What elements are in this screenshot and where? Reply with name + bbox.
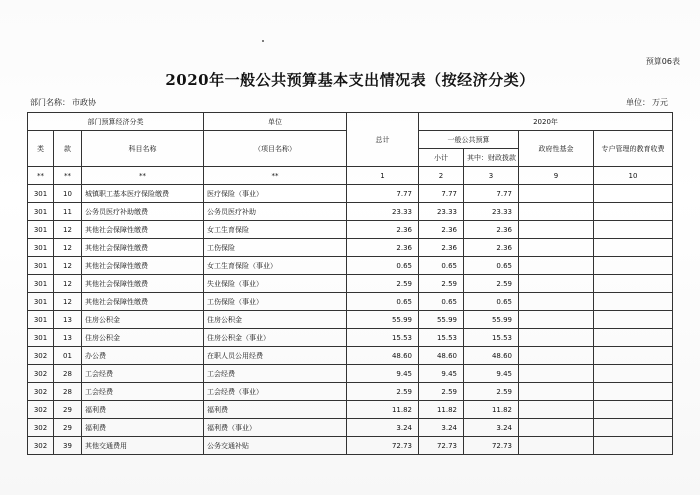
cell-subject-name: 住房公积金 [82, 329, 204, 347]
cell-edu-fee [594, 401, 673, 419]
cell-edu-fee [594, 419, 673, 437]
cell-kuan: 39 [54, 437, 82, 455]
cell-total: 0.65 [347, 257, 419, 275]
cell-subtotal: 9.45 [419, 365, 464, 383]
cell-item-name: 公务员医疗补助 [204, 203, 347, 221]
cell-kuan: 10 [54, 185, 82, 203]
code-cell: ** [28, 167, 54, 185]
cell-edu-fee [594, 203, 673, 221]
cell-edu-fee [594, 365, 673, 383]
header-econ-class: 部门预算经济分类 [28, 113, 204, 131]
cell-kuan: 12 [54, 257, 82, 275]
cell-subject-name: 其他社会保障性缴费 [82, 239, 204, 257]
table-row [28, 293, 673, 311]
cell-item-name: 工会经费 [204, 365, 347, 383]
header-subtotal: 小计 [419, 149, 464, 167]
cell-fiscal-alloc: 3.24 [464, 419, 519, 437]
cell-item-name: 女工生育保险（事业） [204, 257, 347, 275]
cell-gov-fund [519, 419, 594, 437]
cell-total: 7.77 [347, 185, 419, 203]
department-value: 市政协 [72, 98, 96, 107]
cell-gov-fund [519, 365, 594, 383]
cell-subtotal: 11.82 [419, 401, 464, 419]
cell-edu-fee [594, 275, 673, 293]
cell-fiscal-alloc: 11.82 [464, 401, 519, 419]
cell-subject-name: 办公费 [82, 347, 204, 365]
cell-subject-name: 福利费 [82, 401, 204, 419]
cell-subtotal: 2.59 [419, 275, 464, 293]
unit-label: 单位： [626, 98, 650, 107]
cell-lei: 302 [28, 401, 54, 419]
cell-subtotal: 23.33 [419, 203, 464, 221]
cell-kuan: 28 [54, 365, 82, 383]
cell-subject-name: 城镇职工基本医疗保险缴费 [82, 185, 204, 203]
page-title: 2020年一般公共预算基本支出情况表（按经济分类） [165, 71, 535, 89]
cell-total: 0.65 [347, 293, 419, 311]
cell-item-name: 失业保险（事业） [204, 275, 347, 293]
header-general-budget: 一般公共预算 [419, 131, 519, 149]
cell-total: 48.60 [347, 347, 419, 365]
header-total: 总计 [347, 113, 419, 167]
cell-fiscal-alloc: 23.33 [464, 203, 519, 221]
cell-kuan: 01 [54, 347, 82, 365]
cell-subject-name: 工会经费 [82, 365, 204, 383]
cell-edu-fee [594, 437, 673, 455]
cell-item-name: 工会经费（事业） [204, 383, 347, 401]
cell-edu-fee [594, 257, 673, 275]
cell-subtotal: 48.60 [419, 347, 464, 365]
cell-kuan: 12 [54, 221, 82, 239]
code-cell: 3 [464, 167, 519, 185]
cell-item-name: 公务交通补贴 [204, 437, 347, 455]
header-fiscal-alloc: 其中：财政拨款 [464, 149, 519, 167]
table-body [28, 185, 673, 455]
cell-kuan: 12 [54, 293, 82, 311]
cell-lei: 301 [28, 275, 54, 293]
table-row [28, 239, 673, 257]
cell-item-name: 女工生育保险 [204, 221, 347, 239]
cell-item-name: 在职人员公用经费 [204, 347, 347, 365]
code-cell: 2 [419, 167, 464, 185]
cell-edu-fee [594, 347, 673, 365]
cell-subtotal: 15.53 [419, 329, 464, 347]
cell-fiscal-alloc: 2.36 [464, 239, 519, 257]
cell-edu-fee [594, 311, 673, 329]
cell-gov-fund [519, 275, 594, 293]
cell-subtotal: 2.36 [419, 239, 464, 257]
cell-lei: 301 [28, 329, 54, 347]
cell-lei: 301 [28, 221, 54, 239]
cell-lei: 301 [28, 257, 54, 275]
cell-total: 11.82 [347, 401, 419, 419]
unit-info [626, 97, 670, 108]
cell-gov-fund [519, 347, 594, 365]
cell-total: 15.53 [347, 329, 419, 347]
cell-lei: 302 [28, 419, 54, 437]
cell-item-name: 工伤保险 [204, 239, 347, 257]
cell-item-name: 住房公积金 [204, 311, 347, 329]
cell-fiscal-alloc: 7.77 [464, 185, 519, 203]
cell-total: 9.45 [347, 365, 419, 383]
cell-fiscal-alloc: 2.36 [464, 221, 519, 239]
cell-edu-fee [594, 221, 673, 239]
cell-lei: 301 [28, 185, 54, 203]
header-year: 2020年 [419, 113, 673, 131]
table-row [28, 275, 673, 293]
cell-gov-fund [519, 293, 594, 311]
cell-total: 2.59 [347, 275, 419, 293]
cell-lei: 301 [28, 311, 54, 329]
cell-lei: 302 [28, 437, 54, 455]
code-cell: ** [82, 167, 204, 185]
header-subject-name: 科目名称 [82, 131, 204, 167]
cell-kuan: 13 [54, 311, 82, 329]
cell-item-name: 住房公积金（事业） [204, 329, 347, 347]
cell-gov-fund [519, 311, 594, 329]
cell-fiscal-alloc: 48.60 [464, 347, 519, 365]
budget-table [27, 112, 673, 455]
header-kuan: 款 [54, 131, 82, 167]
code-cell: 1 [347, 167, 419, 185]
cell-subject-name: 其他交通费用 [82, 437, 204, 455]
table-row [28, 383, 673, 401]
table-row [28, 311, 673, 329]
cell-total: 2.59 [347, 383, 419, 401]
code-cell: ** [54, 167, 82, 185]
table-row [28, 203, 673, 221]
cell-subtotal: 55.99 [419, 311, 464, 329]
cell-total: 72.73 [347, 437, 419, 455]
cell-total: 55.99 [347, 311, 419, 329]
cell-fiscal-alloc: 0.65 [464, 257, 519, 275]
cell-fiscal-alloc: 9.45 [464, 365, 519, 383]
cell-fiscal-alloc: 72.73 [464, 437, 519, 455]
cell-subtotal: 0.65 [419, 257, 464, 275]
cell-subject-name: 住房公积金 [82, 311, 204, 329]
cell-kuan: 29 [54, 419, 82, 437]
cell-subject-name: 工会经费 [82, 383, 204, 401]
cell-total: 2.36 [347, 221, 419, 239]
cell-lei: 302 [28, 383, 54, 401]
cell-edu-fee [594, 329, 673, 347]
cell-subtotal: 3.24 [419, 419, 464, 437]
department-info [30, 97, 98, 108]
table-row [28, 185, 673, 203]
cell-subtotal: 2.59 [419, 383, 464, 401]
table-row [28, 347, 673, 365]
table-row [28, 437, 673, 455]
code-cell: 9 [519, 167, 594, 185]
cell-kuan: 13 [54, 329, 82, 347]
cell-fiscal-alloc: 55.99 [464, 311, 519, 329]
cell-item-name: 福利费（事业） [204, 419, 347, 437]
table-row [28, 221, 673, 239]
cell-fiscal-alloc: 2.59 [464, 383, 519, 401]
table-row [28, 257, 673, 275]
code-cell: 10 [594, 167, 673, 185]
cell-subject-name: 其他社会保障性缴费 [82, 275, 204, 293]
cell-edu-fee [594, 239, 673, 257]
cell-kuan: 29 [54, 401, 82, 419]
cell-subtotal: 2.36 [419, 221, 464, 239]
department-label: 部门名称： [30, 98, 70, 107]
cell-subject-name: 其他社会保障性缴费 [82, 257, 204, 275]
cell-edu-fee [594, 185, 673, 203]
cell-gov-fund [519, 257, 594, 275]
cell-subtotal: 72.73 [419, 437, 464, 455]
table-row [28, 401, 673, 419]
cell-subject-name: 福利费 [82, 419, 204, 437]
document-code: 预算06表 [645, 57, 680, 66]
table-header [28, 113, 673, 185]
cell-fiscal-alloc: 2.59 [464, 275, 519, 293]
code-row [28, 167, 673, 185]
cell-lei: 301 [28, 203, 54, 221]
cell-fiscal-alloc: 0.65 [464, 293, 519, 311]
cell-gov-fund [519, 329, 594, 347]
header-edu-fee: 专户管理的教育收费 [594, 131, 673, 167]
cell-subject-name: 公务员医疗补助缴费 [82, 203, 204, 221]
cell-kuan: 11 [54, 203, 82, 221]
cell-subject-name: 其他社会保障性缴费 [82, 221, 204, 239]
cell-item-name: 福利费 [204, 401, 347, 419]
cell-subtotal: 7.77 [419, 185, 464, 203]
header-item-name: （项目名称） [204, 131, 347, 167]
unit-value: 万元 [652, 98, 668, 107]
cell-total: 23.33 [347, 203, 419, 221]
header-lei: 类 [28, 131, 54, 167]
cell-kuan: 12 [54, 239, 82, 257]
cell-subject-name: 其他社会保障性缴费 [82, 293, 204, 311]
cell-gov-fund [519, 383, 594, 401]
header-gov-fund: 政府性基金 [519, 131, 594, 167]
cell-gov-fund [519, 185, 594, 203]
cell-lei: 302 [28, 365, 54, 383]
cell-kuan: 28 [54, 383, 82, 401]
cell-gov-fund [519, 221, 594, 239]
cell-subtotal: 0.65 [419, 293, 464, 311]
cell-gov-fund [519, 401, 594, 419]
cell-edu-fee [594, 383, 673, 401]
cell-gov-fund [519, 239, 594, 257]
table-row [28, 419, 673, 437]
cell-lei: 301 [28, 239, 54, 257]
cell-gov-fund [519, 437, 594, 455]
cell-total: 2.36 [347, 239, 419, 257]
cell-gov-fund [519, 203, 594, 221]
cell-lei: 302 [28, 347, 54, 365]
cell-lei: 301 [28, 293, 54, 311]
cell-item-name: 医疗保险（事业） [204, 185, 347, 203]
cell-edu-fee [594, 293, 673, 311]
cell-kuan: 12 [54, 275, 82, 293]
scan-speck [262, 40, 264, 42]
cell-item-name: 工伤保险（事业） [204, 293, 347, 311]
header-unit: 单位 [204, 113, 347, 131]
code-cell: ** [204, 167, 347, 185]
table-row [28, 365, 673, 383]
table-row [28, 329, 673, 347]
cell-fiscal-alloc: 15.53 [464, 329, 519, 347]
cell-total: 3.24 [347, 419, 419, 437]
